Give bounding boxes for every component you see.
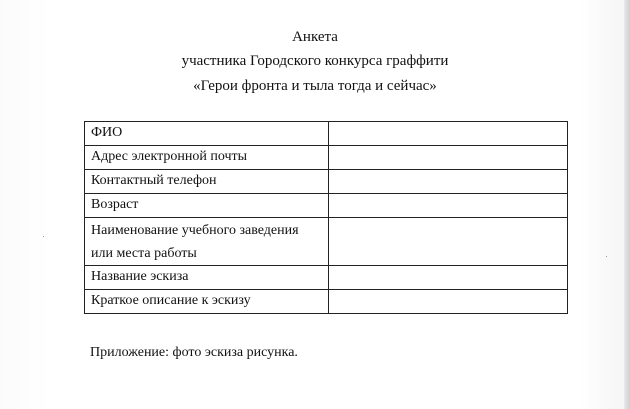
table-row — [85, 218, 568, 266]
row-label-sketch-description: Краткое описание к эскизу — [85, 290, 329, 314]
application-form-table — [84, 121, 568, 314]
row-label-institution-line-1: Наименование учебного заведения — [91, 223, 299, 238]
field-full-name[interactable] — [328, 122, 567, 146]
form-subtitle: участника Городского конкурса граффити — [181, 53, 449, 69]
table-row — [85, 266, 568, 290]
row-label-email: Адрес электронной почты — [85, 146, 329, 170]
field-email[interactable] — [328, 146, 567, 170]
form-title: Анкета — [292, 29, 338, 45]
table-row — [85, 194, 568, 218]
row-label-phone: Контактный телефон — [85, 170, 329, 194]
table-row — [85, 170, 568, 194]
table-row — [85, 122, 568, 146]
field-phone[interactable] — [328, 170, 567, 194]
field-sketch-title[interactable] — [328, 266, 567, 290]
field-institution[interactable] — [328, 218, 567, 266]
row-label-institution — [85, 218, 329, 266]
field-sketch-description[interactable] — [328, 290, 567, 314]
row-label-full-name: ФИО — [85, 122, 329, 146]
attachment-note: Приложение: фото эскиза рисунка. — [90, 345, 298, 360]
row-label-sketch-title: Название эскиза — [85, 266, 329, 290]
scan-speck — [606, 256, 607, 257]
table-row — [85, 290, 568, 314]
scan-speck — [43, 236, 44, 237]
field-age[interactable] — [328, 194, 567, 218]
row-label-institution-line-2: или места работы — [91, 246, 197, 261]
table-row — [85, 146, 568, 170]
row-label-age: Возраст — [85, 194, 329, 218]
contest-theme: «Герои фронта и тыла тогда и сейчас» — [193, 78, 437, 94]
